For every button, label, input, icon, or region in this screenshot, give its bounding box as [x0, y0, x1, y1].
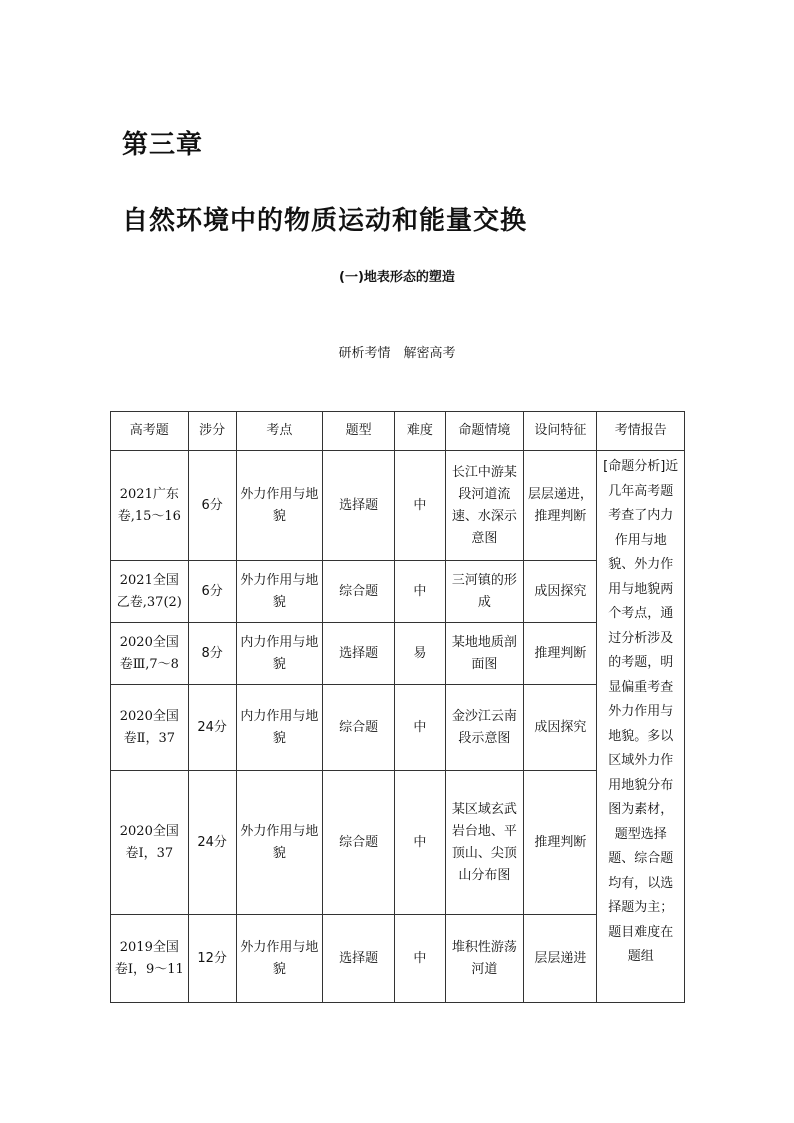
- section-title: (一)地表形态的塑造: [339, 270, 455, 285]
- cell-type: 选择题: [323, 623, 395, 685]
- cell-score: 8分: [188, 623, 236, 685]
- table-row: [111, 451, 685, 561]
- cell-feature: 层层递进: [524, 915, 597, 1003]
- cell-difficulty: 中: [395, 771, 445, 915]
- cell-feature: 成因探究: [524, 561, 597, 623]
- cell-scene: 某地地质剖面图: [445, 623, 524, 685]
- cell-exam: 2020全国卷Ⅱ，37: [111, 685, 189, 771]
- cell-scene: 某区域玄武岩台地、平顶山、尖顶山分布图: [445, 771, 524, 915]
- header-score: 涉分: [188, 412, 236, 451]
- cell-score: 24分: [188, 685, 236, 771]
- header-exam: 高考题: [111, 412, 189, 451]
- cell-exam: 2020全国卷Ⅰ，37: [111, 771, 189, 915]
- cell-feature: 层层递进，推理判断: [524, 451, 597, 561]
- cell-exam: 2020全国卷Ⅲ,7～8: [111, 623, 189, 685]
- exam-analysis-table: [110, 411, 685, 1003]
- cell-scene: 金沙江云南段示意图: [445, 685, 524, 771]
- cell-type: 选择题: [323, 451, 395, 561]
- cell-scene: 三河镇的形成: [445, 561, 524, 623]
- cell-difficulty: 中: [395, 451, 445, 561]
- cell-score: 12分: [188, 915, 236, 1003]
- cell-difficulty: 易: [395, 623, 445, 685]
- header-report: 考情报告: [597, 412, 685, 451]
- cell-exam: 2021全国乙卷,37(2): [111, 561, 189, 623]
- cell-difficulty: 中: [395, 561, 445, 623]
- table-header-row: [111, 412, 685, 451]
- cell-score: 6分: [188, 451, 236, 561]
- header-point: 考点: [236, 412, 322, 451]
- cell-score: 24分: [188, 771, 236, 915]
- cell-point: 内力作用与地貌: [236, 623, 322, 685]
- cell-feature: 推理判断: [524, 771, 597, 915]
- cell-exam: 2019全国卷Ⅰ，9～11: [111, 915, 189, 1003]
- report-cell: [命题分析]近几年高考题考查了内力作用与地貌、外力作用与地貌两个考点，通过分析涉及的考题，明显偏重考查外力作用与地貌。多以区域外力作用地貌分布图为素材，题型选择题、综合题均有，以选择题为主；题目难度在题组: [597, 451, 685, 1003]
- cell-score: 6分: [188, 561, 236, 623]
- header-difficulty: 难度: [395, 412, 445, 451]
- cell-difficulty: 中: [395, 685, 445, 771]
- cell-scene: 长江中游某段河道流速、水深示意图: [445, 451, 524, 561]
- cell-point: 外力作用与地貌: [236, 451, 322, 561]
- cell-scene: 堆积性游荡河道: [445, 915, 524, 1003]
- cell-feature: 推理判断: [524, 623, 597, 685]
- cell-point: 外力作用与地貌: [236, 915, 322, 1003]
- cell-type: 综合题: [323, 561, 395, 623]
- cell-point: 外力作用与地貌: [236, 561, 322, 623]
- cell-difficulty: 中: [395, 915, 445, 1003]
- header-feature: 设问特征: [524, 412, 597, 451]
- chapter-heading: 第三章: [122, 130, 204, 160]
- cell-exam: 2021广东卷,15～16: [111, 451, 189, 561]
- cell-feature: 成因探究: [524, 685, 597, 771]
- cell-point: 外力作用与地貌: [236, 771, 322, 915]
- header-scene: 命题情境: [445, 412, 524, 451]
- main-title: 自然环境中的物质运动和能量交换: [122, 206, 528, 236]
- section-subtitle: 研析考情 解密高考: [338, 346, 456, 361]
- cell-type: 综合题: [323, 771, 395, 915]
- header-type: 题型: [323, 412, 395, 451]
- cell-point: 内力作用与地貌: [236, 685, 322, 771]
- cell-type: 综合题: [323, 685, 395, 771]
- cell-type: 选择题: [323, 915, 395, 1003]
